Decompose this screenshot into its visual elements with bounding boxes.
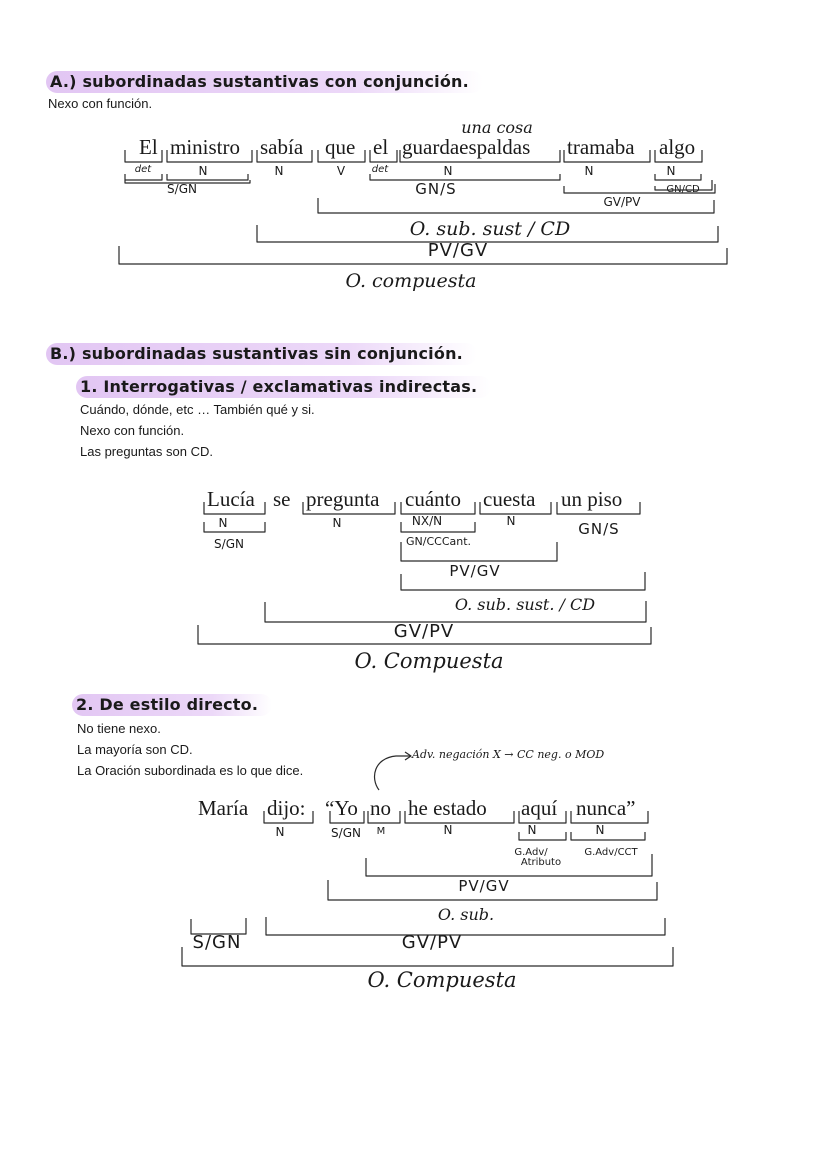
word: aquí [521, 796, 558, 820]
tag-gv-pv: GV/PV [401, 932, 463, 953]
word: El [139, 135, 158, 159]
note-line: Las preguntas son CD. [80, 444, 213, 459]
word: tramaba [567, 135, 635, 159]
tag-gn-s: GN/S [415, 180, 457, 198]
tag-gn-cd: GN/CD [666, 184, 700, 195]
tag: N [584, 164, 594, 178]
tag-gv-pv: GV/PV [603, 195, 641, 209]
word: María [198, 796, 249, 820]
tag-o-compuesta: O. Compuesta [367, 968, 517, 992]
tag-o-sub-sust-cd: O. sub. sust. / CD [454, 595, 596, 614]
tag: N [666, 164, 676, 178]
annotation-una-cosa: una cosa [461, 118, 533, 137]
tag-nx-n: NX/N [411, 514, 443, 528]
tag-s-gn: S/GN [192, 932, 242, 953]
tag-g-adv-cct: G.Adv/CCT [584, 847, 638, 858]
tag: N [527, 823, 537, 837]
tag: N [198, 164, 208, 178]
tag-g-adv-atributo: Atributo [520, 857, 562, 868]
word: dijo: [267, 796, 306, 820]
tag-o-sub-sust-cd: O. sub. sust / CD [409, 218, 571, 240]
tag-gn-s: GN/S [578, 520, 620, 538]
word: que [325, 135, 356, 159]
word: Lucía [207, 487, 255, 511]
word: cuesta [483, 487, 536, 511]
section-a-note: Nexo con función. [48, 96, 153, 111]
tag-pv-gv: PV/GV [449, 562, 501, 580]
word: “Yo [325, 796, 358, 820]
tag: N [443, 823, 453, 837]
annotation-adv-negacion: Adv. negación X → CC neg. o MOD [412, 748, 605, 761]
tag-gv-pv: GV/PV [393, 621, 455, 642]
tag-g-adv-atributo: G.Adv/ [514, 847, 548, 858]
note-line: La Oración subordinada es lo que dice. [77, 763, 304, 778]
tag: N [506, 514, 516, 528]
tag: N [332, 516, 342, 530]
word: se [273, 487, 291, 511]
word: algo [659, 135, 696, 159]
tag: N [274, 164, 284, 178]
tag-s-gn: S/GN [331, 826, 361, 840]
tag: V [336, 164, 346, 178]
word: sabía [260, 135, 304, 159]
section-a-heading: A.) subordinadas sustantivas con conjunción. [46, 71, 483, 93]
word: cuánto [405, 487, 461, 511]
note-line: Cuándo, dónde, etc … También qué y si. [80, 402, 315, 417]
subsection-2-heading: 2. De estilo directo. [72, 694, 272, 716]
tag: det [134, 164, 152, 175]
word: no [370, 796, 391, 820]
tag-pv-gv: PV/GV [458, 877, 510, 895]
note-line: Nexo con función. [80, 423, 185, 438]
note-line: La mayoría son CD. [77, 742, 193, 757]
tag-o-compuesta: O. compuesta [345, 270, 477, 292]
word: guardaespaldas [402, 135, 531, 159]
tag-gn-cccant: GN/CCCant. [406, 535, 472, 548]
section-b-heading: B.) subordinadas sustantivas sin conjunción. [46, 343, 477, 365]
tag-o-compuesta: O. Compuesta [354, 649, 504, 673]
tag-s-gn: S/GN [214, 537, 244, 551]
word: el [373, 135, 389, 159]
tag: M [376, 826, 386, 837]
tag: det [371, 164, 389, 175]
note-line: No tiene nexo. [77, 721, 161, 736]
tag: N [275, 825, 285, 839]
word: ministro [170, 135, 241, 159]
word: he estado [408, 796, 487, 820]
tag-pv-gv: PV/GV [427, 240, 489, 261]
tag: N [595, 823, 605, 837]
subsection-1-heading: 1. Interrogativas / exclamativas indirectas. [76, 376, 491, 398]
tag: N [443, 164, 453, 178]
word: un piso [561, 487, 623, 511]
word: nunca” [576, 796, 636, 820]
tag: N [218, 516, 228, 530]
tag-s-gn: S/GN [167, 182, 197, 196]
word: pregunta [306, 487, 380, 511]
tag-o-sub: O. sub. [437, 905, 495, 924]
